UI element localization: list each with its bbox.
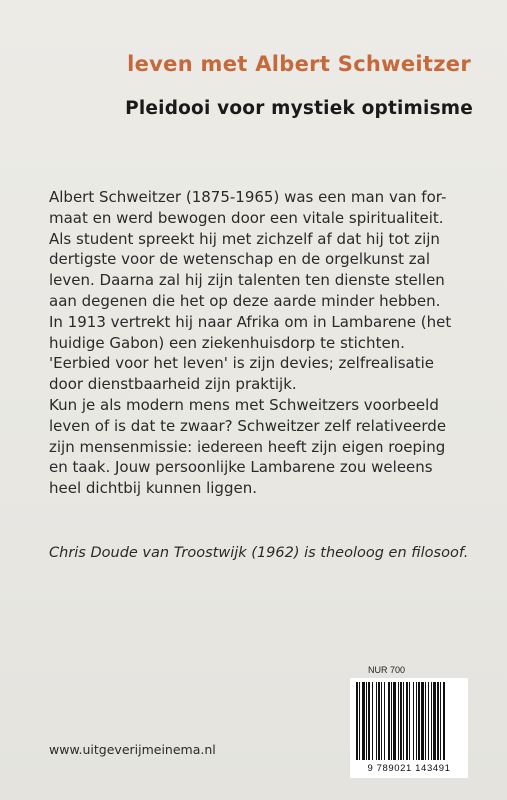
- blurb-line: maat en werd bewogen door een vitale spiritualiteit.: [49, 208, 444, 227]
- blurb-line: zijn mensenmissie: iedereen heeft zijn eigen roeping: [49, 437, 446, 456]
- publisher-website: www.uitgeverijmeinema.nl: [49, 742, 216, 757]
- nur-code: NUR 700: [368, 665, 406, 675]
- blurb-line: aan degenen die het op deze aarde minder hebben.: [49, 291, 441, 310]
- blurb-line: huidige Gabon) een ziekenhuisdorp te stichten.: [49, 333, 405, 352]
- book-subtitle: Pleidooi voor mystiek optimisme: [125, 98, 473, 119]
- blurb-line: Als student spreekt hij met zichzelf af dat hij tot zijn: [49, 229, 440, 248]
- blurb-line: en taak. Jouw persoonlijke Lambarene zou weleens: [49, 458, 433, 477]
- blurb-line: dertigste voor de wetenschap en de orgelkunst zal: [49, 250, 430, 269]
- barcode: [350, 678, 468, 778]
- blurb-line: leven. Daarna zal hij zijn talenten ten dienste stellen: [49, 271, 445, 290]
- blurb-line: Kun je als modern mens met Schweitzers voorbeeld: [49, 395, 439, 414]
- blurb-line: door dienstbaarheid zijn praktijk.: [49, 375, 297, 394]
- book-title: leven met Albert Schweitzer: [127, 52, 471, 76]
- blurb-line: leven of is dat te zwaar? Schweitzer zelf relativeerde: [49, 416, 447, 435]
- blurb-text: [49, 187, 469, 499]
- isbn-number: 9 789021 143491: [367, 763, 451, 774]
- blurb-line: Albert Schweitzer (1875-1965) was een man van for-: [49, 188, 447, 206]
- blurb-line: In 1913 vertrekt hij naar Afrika om in Lambarene (het: [49, 312, 452, 331]
- barcode-bars: [354, 682, 464, 762]
- blurb-line: 'Eerbied voor het leven' is zijn devies; zelfrealisatie: [49, 354, 434, 373]
- blurb-line: heel dichtbij kunnen liggen.: [49, 479, 257, 498]
- author-note: Chris Doude van Troostwijk (1962) is theoloog en filosoof.: [49, 545, 469, 561]
